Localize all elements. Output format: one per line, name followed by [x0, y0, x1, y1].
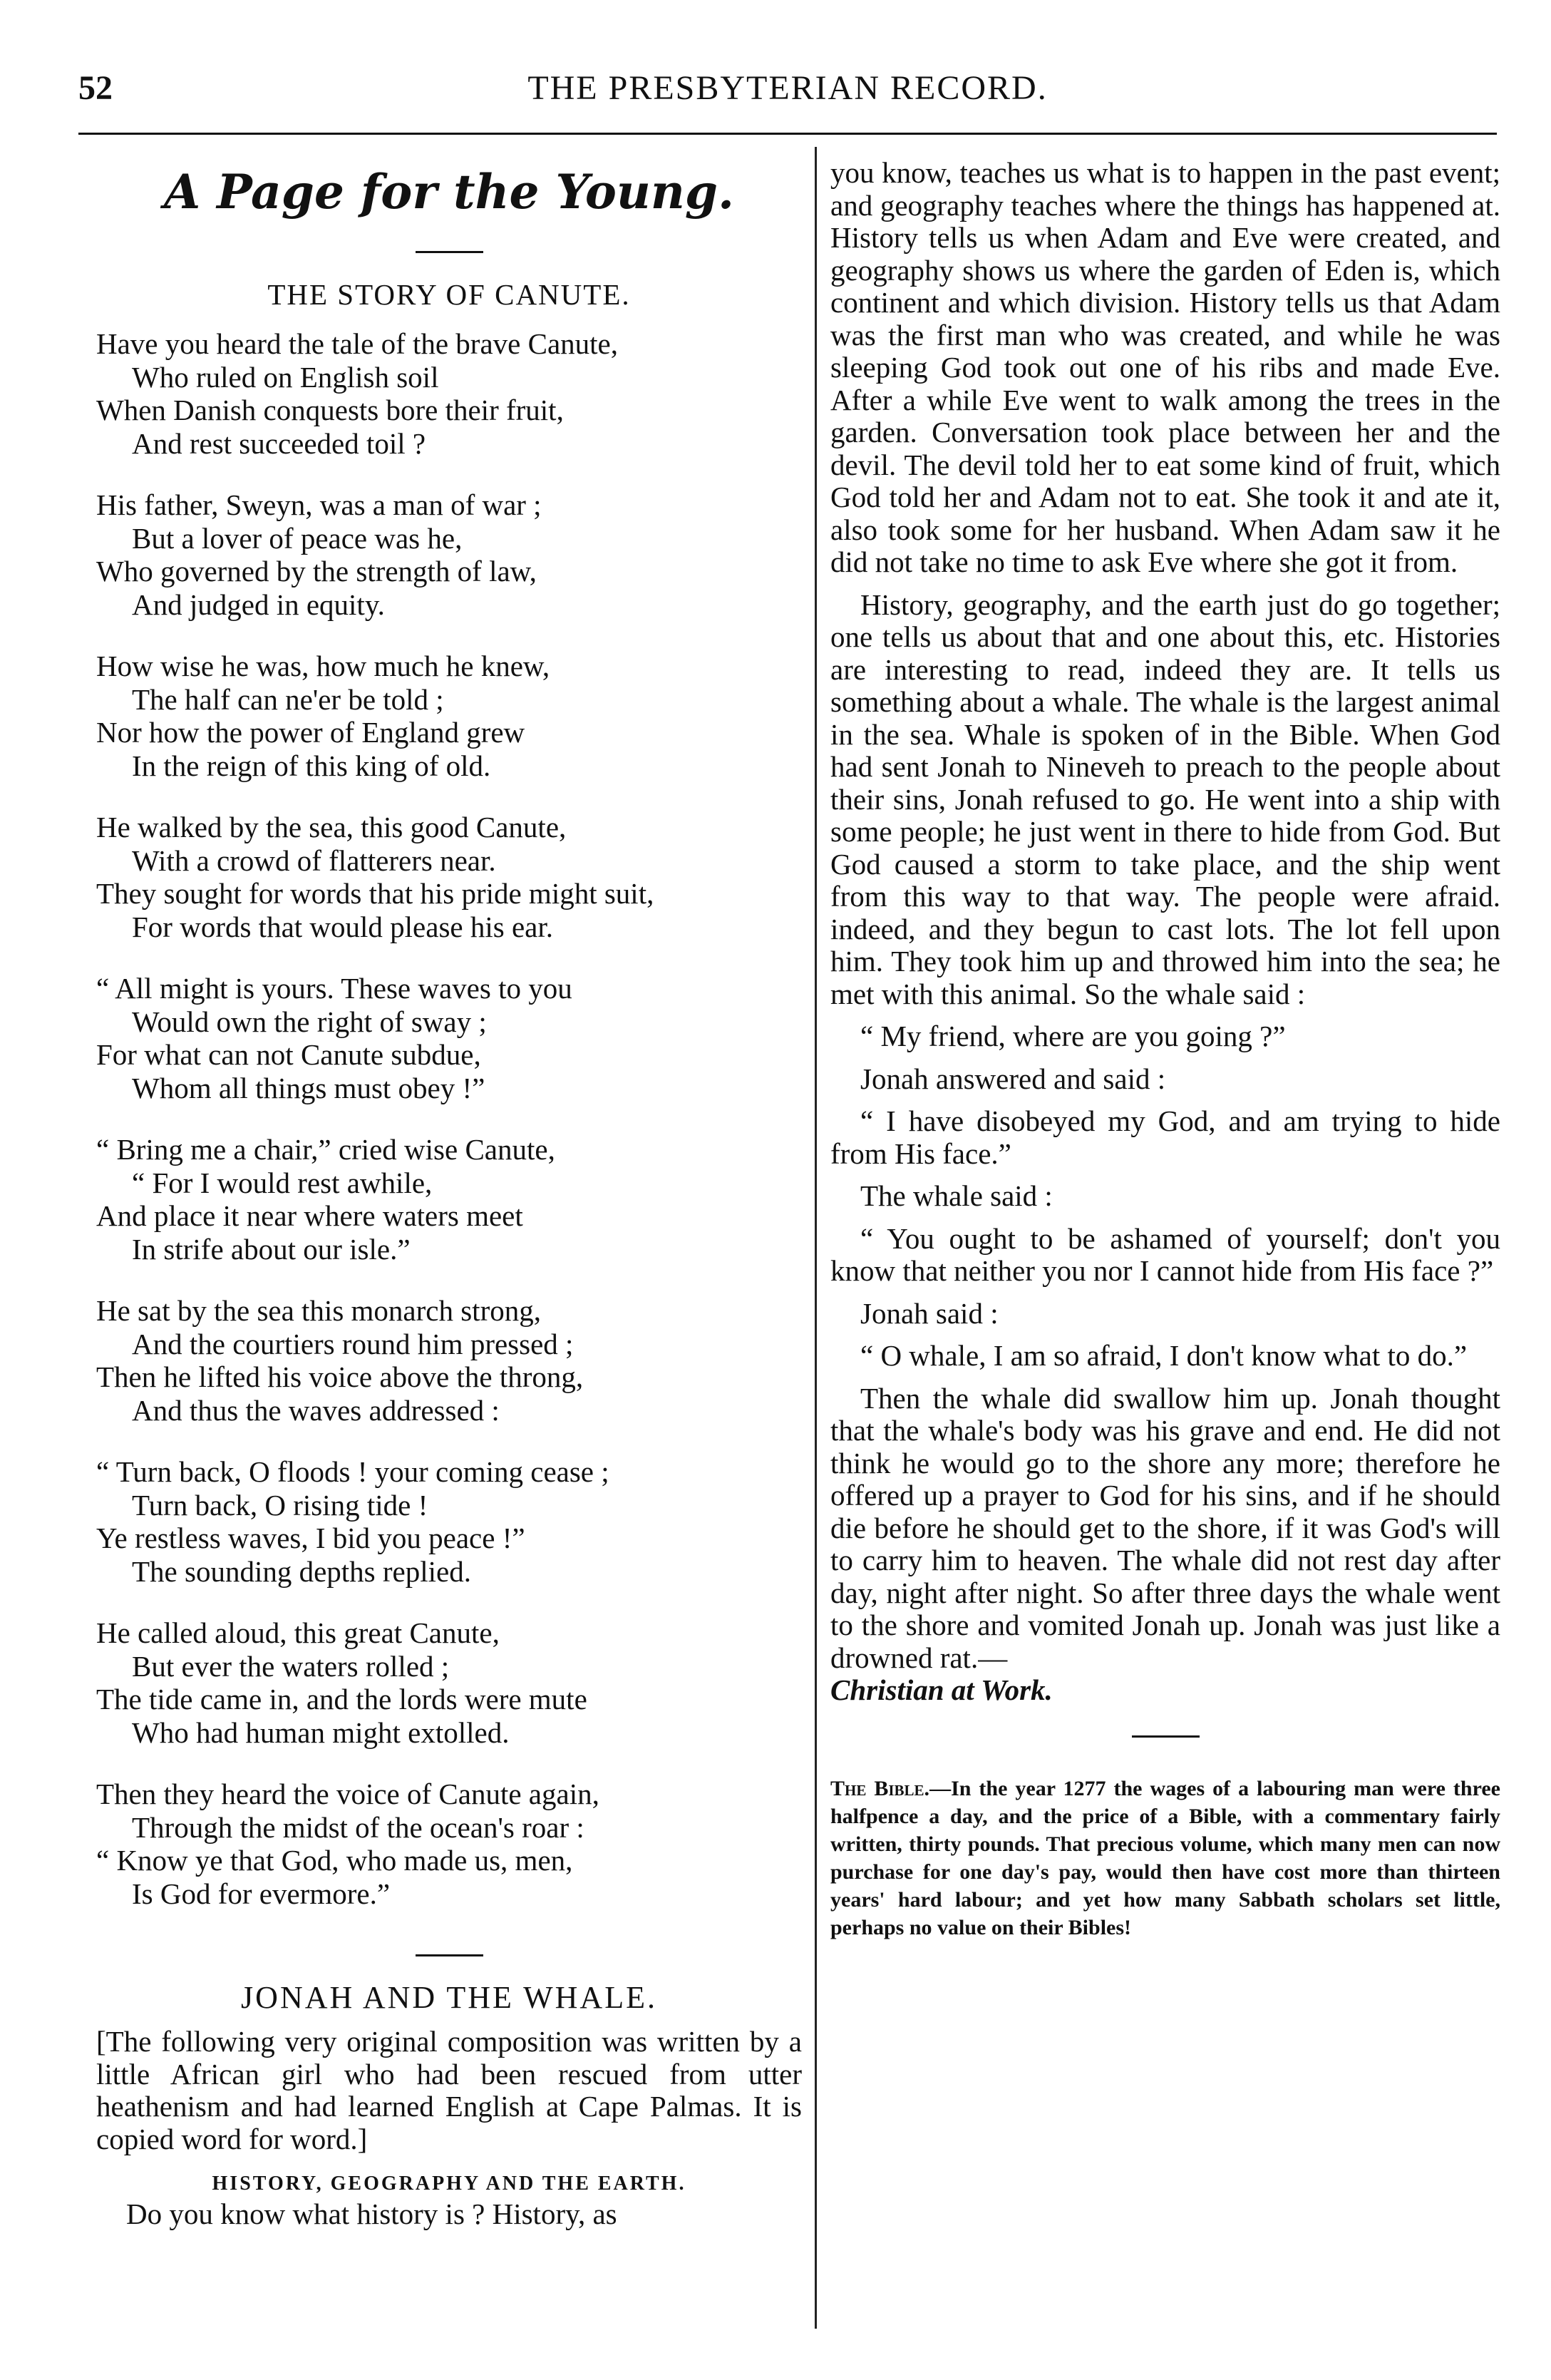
article-paragraph: Jonah said : — [860, 1296, 999, 1330]
article-paragraph: Jonah answered and said : — [860, 1062, 1166, 1095]
poem-line: And the courtiers round him pressed ; — [132, 1327, 574, 1360]
poem-line: In the reign of this king of old. — [132, 749, 491, 782]
poem-line: He called aloud, this great Canute, — [96, 1616, 500, 1649]
article-body — [830, 157, 1500, 1674]
article-paragraph: Then the whale did swallow him up. Jonah thought that the whale's body was his grave and end. He did not think he would go to the shore any more; therefore he offered up a prayer to God for his sins, and if he should die before he should get to the shore, if it was God's will to carry him to heaven. The whale did not rest day after day, night after night. So after three days the whale went to the shore and vomited Jonah up. Jonah was just like a drowned rat.— — [830, 1381, 1500, 1674]
poem-line: Would own the right of sway ; — [132, 1005, 487, 1038]
poem-line: And judged in equity. — [132, 588, 385, 621]
poem-stanza — [96, 1133, 802, 1266]
column-divider — [815, 147, 817, 2329]
section-rule — [416, 251, 483, 253]
poem-line: For words that would please his ear. — [132, 910, 553, 943]
poem-line: Then they heard the voice of Canute again, — [96, 1778, 599, 1810]
poem-line: Is God for evermore.” — [132, 1877, 391, 1910]
bible-note — [830, 1775, 1500, 1942]
article-rule — [416, 1954, 483, 1956]
poem-line: Have you heard the tale of the brave Canute, — [96, 327, 618, 360]
poem-line: The tide came in, and the lords were mute — [96, 1683, 587, 1715]
poem-line: Whom all things must obey !” — [132, 1071, 485, 1104]
poem-stanza — [96, 1778, 802, 1910]
left-column — [96, 157, 802, 2231]
poem-line: And place it near where waters meet — [96, 1199, 523, 1232]
article-paragraph: The whale said : — [860, 1179, 1053, 1212]
poem-line: “ All might is yours. These waves to you — [96, 972, 572, 1005]
article-paragraph: you know, teaches us what is to happen in the past event; and geography teaches where the things has happened at. History tells us when Adam and Eve were created, and geography shows us where the garden of Eden is, which continent and which division. History tells us that Adam was the first man who was created, and while he was sleeping God took out one of his ribs and made Eve. After a while Eve went to walk among the trees in the garden. Conversation took place between her and the devil. The devil told her to eat some kind of fruit, which God told her and Adam not to eat. She took it and ate it, also took some for her husband. When Adam saw it he did not take no time to ask Eve where she got it from. — [830, 156, 1500, 578]
page-number: 52 — [78, 69, 113, 107]
poem-line: He sat by the sea this monarch strong, — [96, 1294, 541, 1327]
poem-line: With a crowd of flatterers near. — [132, 843, 496, 877]
poem-line: For what can not Canute subdue, — [96, 1038, 481, 1071]
poem-line: His father, Sweyn, was a man of war ; — [96, 488, 542, 521]
poem-stanza — [96, 972, 802, 1104]
poem-stanza — [96, 1616, 802, 1749]
poem-title: THE STORY OF CANUTE. — [267, 278, 631, 311]
poem-line: “ Turn back, O floods ! your coming cease ; — [96, 1455, 609, 1488]
poem-line: And rest succeeded toil ? — [132, 426, 426, 460]
article-paragraph: “ O whale, I am so afraid, I don't know what to do.” — [860, 1339, 1468, 1372]
poem-line: Who ruled on English soil — [132, 360, 439, 394]
article-paragraph: “ My friend, where are you going ?” — [860, 1020, 1286, 1052]
poem-line: The half can ne'er be told ; — [132, 682, 444, 716]
note-label: The Bible. — [830, 1776, 930, 1800]
note-text: —In the year 1277 the wages of a labouring man were three halfpence a day, and the price of a Bible, with a commentary fairly written, thirty pounds. That precious volume, which many men can now purchase for one day's pay, would then have cost more than thirteen years' hard labour; and yet how many Sabbath scholars set little, perhaps no value on their Bibles! — [830, 1776, 1500, 1939]
poem-line: When Danish conquests bore their fruit, — [96, 394, 564, 426]
note-rule — [1132, 1735, 1200, 1738]
poem-line: But ever the waters rolled ; — [132, 1649, 450, 1683]
poem-line: But a lover of peace was he, — [132, 521, 463, 555]
poem-line: And thus the waves addressed : — [132, 1393, 500, 1427]
article-subheading: HISTORY, GEOGRAPHY AND THE EARTH. — [212, 2173, 686, 2195]
attribution-line — [830, 1674, 1500, 1707]
poem-line: Ye restless waves, I bid you peace !” — [96, 1522, 525, 1554]
journal-title: THE PRESBYTERIAN RECORD. — [527, 69, 1048, 107]
poem-line: “ For I would rest awhile, — [132, 1166, 433, 1199]
poem-line: He walked by the sea, this good Canute, — [96, 811, 567, 843]
article-title: JONAH AND THE WHALE. — [241, 1980, 657, 2015]
poem-line: In strife about our isle.” — [132, 1232, 411, 1266]
poem-line: Who had human might extolled. — [132, 1715, 510, 1749]
poem-line: Then he lifted his voice above the throng, — [96, 1360, 584, 1393]
poem-line: The sounding depths replied. — [132, 1554, 471, 1588]
poem-line: Who governed by the strength of law, — [96, 555, 537, 588]
attribution: Christian at Work. — [830, 1673, 1053, 1706]
article-paragraph: “ I have disobeyed my God, and am trying to hide from His face.” — [830, 1104, 1500, 1170]
poem-stanza — [96, 327, 802, 460]
poem-line: Nor how the power of England grew — [96, 716, 525, 749]
poem-stanza — [96, 650, 802, 782]
poem-line: “ Bring me a chair,” cried wise Canute, — [96, 1133, 555, 1166]
poem-stanza — [96, 811, 802, 943]
header-rule — [78, 133, 1497, 135]
poem-body — [96, 327, 802, 1910]
article-paragraph: History, geography, and the earth just do go together; one tells us about that and one about this, etc. Histories are interesting to read, indeed they are. It tells us something about a whale. The whale is the largest animal in the sea. Whale is spoken of in the Bible. When God had sent Jonah to Nineveh to preach to the people about their sins, Jonah refused to go. He went into a ship with some people; he just went in there to hide from God. But God caused a storm to take place, and the ship went from this way to that way. The people were afraid. indeed, and they begun to cast lots. The lot fell upon him. They took him up and throwed him into the sea; he met with this animal. So the whale said : — [830, 588, 1500, 1010]
poem-line: Turn back, O rising tide ! — [132, 1488, 428, 1522]
page-header — [78, 68, 1497, 118]
poem-line: “ Know ye that God, who made us, men, — [96, 1844, 573, 1877]
poem-line: Through the midst of the ocean's roar : — [132, 1810, 584, 1844]
article-opening: Do you know what history is ? History, as — [126, 2197, 617, 2230]
poem-stanza — [96, 1455, 802, 1588]
poem-stanza — [96, 488, 802, 621]
article-intro: [The following very original composition was written by a little African girl who had been rescued from utter heathenism and had learned English at Cape Palmas. It is copied word for word.] — [96, 2025, 802, 2155]
article-paragraph: “ You ought to be ashamed of yourself; don't you know that neither you nor I cannot hide from His face ?” — [830, 1221, 1500, 1287]
right-column — [830, 157, 1500, 1942]
poem-stanza — [96, 1294, 802, 1427]
poem-line: They sought for words that his pride might suit, — [96, 877, 654, 910]
section-heading: A Page for the Young. — [163, 164, 735, 220]
poem-line: How wise he was, how much he knew, — [96, 650, 550, 682]
